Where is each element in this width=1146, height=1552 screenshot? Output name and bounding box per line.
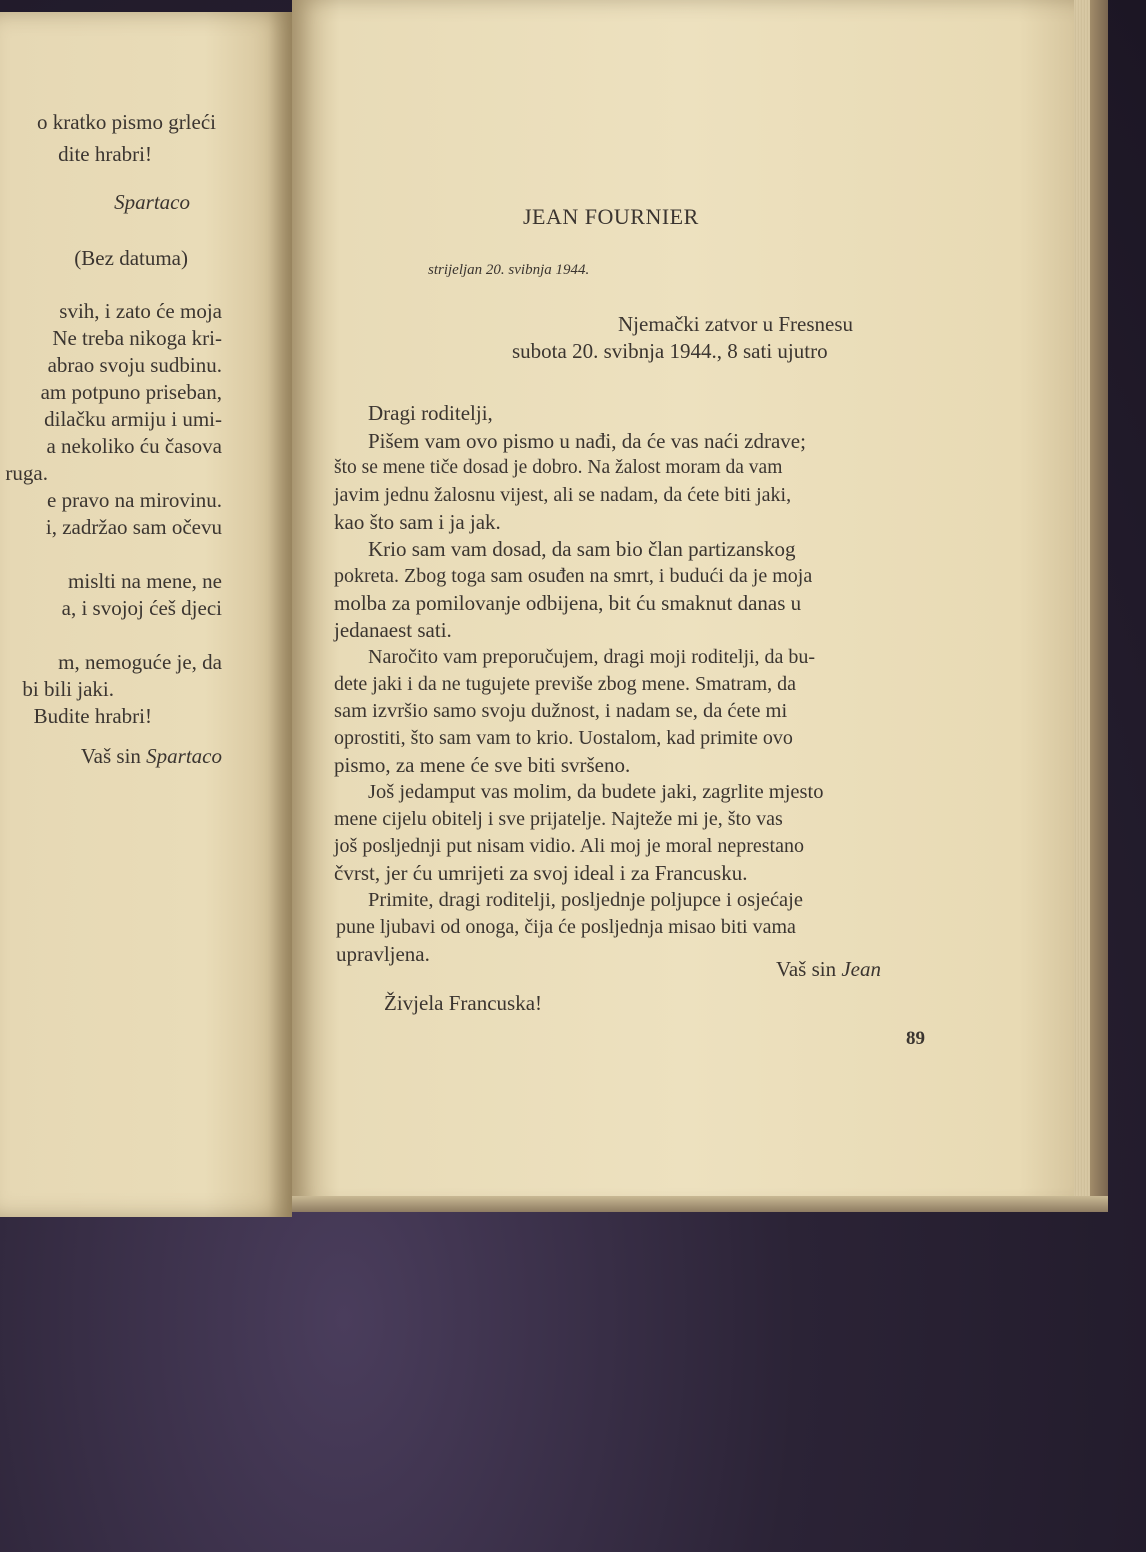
left-line: Spartaco bbox=[114, 190, 190, 214]
left-page bbox=[0, 12, 292, 1217]
signature-prefix: Vaš sin bbox=[776, 957, 837, 981]
left-line: Ne treba nikoga kri- bbox=[52, 326, 222, 350]
left-line: m, nemoguće je, da bbox=[58, 650, 222, 674]
letter-line: pokreta. Zbog toga sam osuđen na smrt, i budući da je moja bbox=[334, 565, 813, 587]
left-line: dite hrabri! bbox=[58, 142, 152, 166]
letter-line: Naročito vam preporučujem, dragi moji roditelji, da bu- bbox=[368, 646, 816, 668]
letter-title: JEAN FOURNIER bbox=[523, 204, 699, 229]
left-line: (Bez datuma) bbox=[74, 246, 188, 270]
left-line: abrao svoju sudbinu. bbox=[47, 353, 222, 377]
left-line: Budite hrabri! bbox=[33, 704, 152, 728]
left-line: svih, i zato će moja bbox=[59, 299, 222, 323]
book-cover bbox=[1090, 0, 1108, 1210]
left-line: am potpuno priseban, bbox=[40, 380, 222, 404]
letter-line: jedanaest sati. bbox=[334, 618, 452, 642]
letter-line: Još jedamput vas molim, da budete jaki, zagrlite mjesto bbox=[368, 781, 824, 803]
left-line: ruga. bbox=[5, 461, 48, 485]
letter-line: upravljena. bbox=[336, 942, 430, 966]
left-line: a nekoliko ću časova bbox=[46, 434, 222, 458]
letter-place: Njemački zatvor u Fresnesu bbox=[618, 312, 854, 336]
letter-signature bbox=[776, 956, 881, 982]
left-signature-prefix: Vaš sin bbox=[80, 744, 141, 768]
left-signature bbox=[81, 743, 222, 769]
letter-subtitle: strijeljan 20. svibnja 1944. bbox=[428, 262, 590, 278]
left-line: o kratko pismo grleći bbox=[36, 110, 216, 134]
letter-line: čvrst, jer ću umrijeti za svoj ideal i za Francusku. bbox=[334, 861, 748, 885]
letter-date: subota 20. svibnja 1944., 8 sati ujutro bbox=[512, 339, 828, 363]
letter-line: pismo, za mene će sve biti svršeno. bbox=[334, 753, 631, 777]
left-line: mislti na mene, ne bbox=[68, 569, 222, 593]
signature-name: Jean bbox=[841, 957, 881, 981]
left-line: i, zadržao sam očevu bbox=[45, 515, 222, 539]
left-line: e pravo na mirovinu. bbox=[47, 488, 222, 512]
letter-line: dete jaki i da ne tugujete previše zbog mene. Smatram, da bbox=[334, 673, 797, 695]
letter-line: još posljednji put nisam vidio. Ali moj je moral neprestano bbox=[334, 835, 804, 857]
letter-closing: Živjela Francuska! bbox=[384, 991, 543, 1015]
letter-line: pune ljubavi od onoga, čija će posljednja misao biti vama bbox=[336, 916, 796, 938]
letter-line: javim jednu žalosnu vijest, ali se nadam, da ćete biti jaki, bbox=[334, 484, 792, 506]
letter-line: sam izvršio samo svoju dužnost, i nadam se, da ćete mi bbox=[334, 700, 788, 722]
letter-line: mene cijelu obitelj i sve prijatelje. Najteže mi je, što vas bbox=[334, 808, 783, 830]
letter-line: oprostiti, što sam vam to krio. Uostalom, kad primite ovo bbox=[334, 727, 793, 749]
letter-line: što se mene tiče dosad je dobro. Na žalost moram da vam bbox=[334, 457, 783, 478]
book-bottom-edge bbox=[292, 1196, 1108, 1212]
letter-line: Primite, dragi roditelji, posljednje poljupce i osjećaje bbox=[368, 889, 803, 911]
letter-line: kao što sam i ja jak. bbox=[334, 510, 501, 534]
letter-line: molba za pomilovanje odbijena, bit ću smaknut danas u bbox=[334, 591, 802, 615]
left-signature-name: Spartaco bbox=[146, 744, 222, 768]
left-line: a, i svojoj ćeš djeci bbox=[61, 596, 222, 620]
letter-greeting: Dragi roditelji, bbox=[368, 401, 493, 425]
page-number: 89 bbox=[906, 1028, 925, 1049]
left-line: dilačku armiju i umi- bbox=[44, 407, 222, 431]
left-line: bi bili jaki. bbox=[22, 677, 114, 701]
letter-line: Krio sam vam dosad, da sam bio član partizanskog bbox=[368, 537, 796, 561]
letter-line: Pišem vam ovo pismo u nađi, da će vas naći zdrave; bbox=[368, 429, 806, 453]
